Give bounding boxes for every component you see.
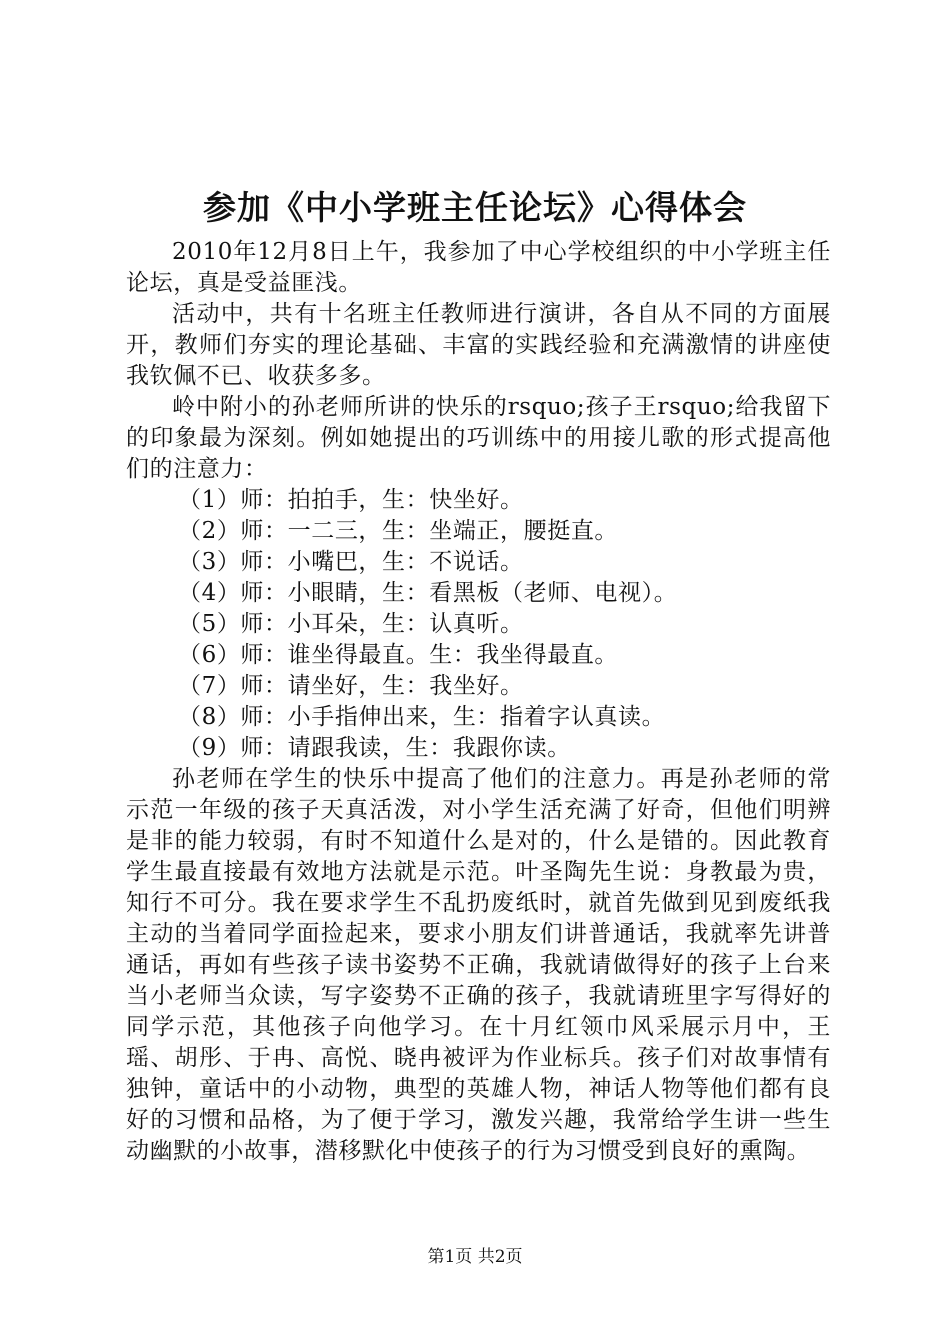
document-body	[126, 237, 831, 1167]
list-item: （5）师：小耳朵，生：认真听。	[178, 611, 524, 637]
paragraph-intro: 2010年12月8日上午，我参加了中心学校组织的中小学班主任论坛，真是受益匪浅。	[126, 239, 831, 296]
paragraph-teacher-sun: 岭中附小的孙老师所讲的快乐的rsquo;孩子王rsquo;给我留下的印象最为深刻。例如她提出的巧训练中的用接儿歌的形式提高他们的注意力：	[126, 394, 831, 482]
list-item: （7）师：请坐好，生：我坐好。	[178, 673, 524, 699]
list-item: （4）师：小眼睛，生：看黑板（老师、电视）。	[178, 580, 678, 606]
paragraph-activity: 活动中，共有十名班主任教师进行演讲，各自从不同的方面展开，教师们夯实的理论基础、丰富的实践经验和充满激情的讲座使我钦佩不已、收获多多。	[126, 301, 831, 389]
list-item: （1）师：拍拍手，生：快坐好。	[178, 487, 524, 513]
list-item: （8）师：小手指伸出来，生：指着字认真读。	[178, 704, 666, 730]
paragraph-closing: 孙老师在学生的快乐中提高了他们的注意力。再是孙老师的常示范一年级的孩子天真活泼，对小学生活充满了好奇，但他们明辨是非的能力较弱，有时不知道什么是对的，什么是错的。因此教育学生最直接最有效地方法就是示范。叶圣陶先生说：身教最为贵，知行不可分。我在要求学生不乱扔废纸时，就首先做到见到废纸我主动的当着同学面捡起来，要求小朋友们讲普通话，我就率先讲普通话，再如有些孩子读书姿势不正确，我就请做得好的孩子上台来当小老师当众读，写字姿势不正确的孩子，我就请班里字写得好的同学示范，其他孩子向他学习。在十月红领巾风采展示月中，王瑶、胡彤、于冉、高悦、晓冉被评为作业标兵。孩子们对故事情有独钟，童话中的小动物，典型的英雄人物，神话人物等他们都有良好的习惯和品格，为了便于学习，激发兴趣，我常给学生讲一些生动幽默的小故事，潜移默化中使孩子的行为习惯受到良好的熏陶。	[126, 766, 831, 1164]
list-item: （3）师：小嘴巴，生：不说话。	[178, 549, 524, 575]
list-item: （6）师：谁坐得最直。生：我坐得最直。	[178, 642, 619, 668]
list-item: （2）师：一二三，生：坐端正，腰挺直。	[178, 518, 619, 544]
list-item: （9）师：请跟我读，生：我跟你读。	[178, 735, 571, 761]
page-number: 第1页 共2页	[427, 1247, 523, 1267]
document-title: 参加《中小学班主任论坛》心得体会	[203, 188, 747, 227]
